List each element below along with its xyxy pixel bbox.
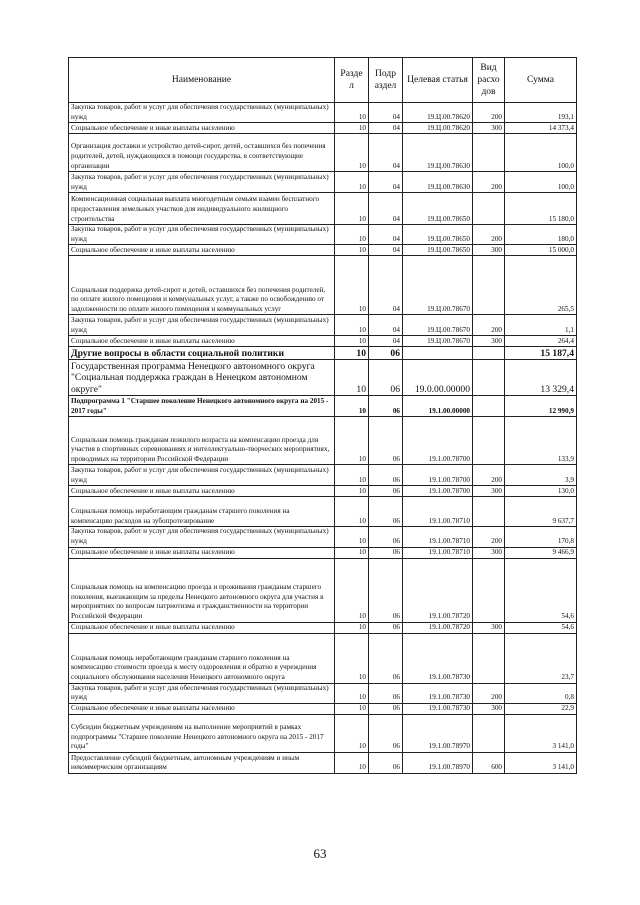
cell-target-article: 19.Ц.00.78650 [403, 245, 473, 256]
cell-expense-type: 200 [473, 172, 505, 193]
table-row [69, 714, 577, 752]
cell-target-article: 19.1.00.78700 [403, 465, 473, 486]
header-section: Разде л [335, 58, 369, 103]
cell-target-article: 19.Ц.00.78630 [403, 172, 473, 193]
cell-subsection: 06 [369, 752, 403, 773]
cell-subsection: 04 [369, 315, 403, 336]
cell-subsection: 06 [369, 633, 403, 683]
cell-target-article: 19.1.00.78970 [403, 752, 473, 773]
cell-amount: 9 466,9 [505, 547, 577, 558]
cell-section: 10 [335, 465, 369, 486]
header-expense-type: Вид расхо дов [473, 58, 505, 103]
cell-section: 10 [335, 225, 369, 245]
cell-name: Социальное обеспечение и иные выплаты населению [69, 336, 335, 347]
cell-section: 10 [335, 172, 369, 193]
cell-amount: 54,6 [505, 558, 577, 622]
cell-section: 10 [335, 714, 369, 752]
cell-expense-type: 200 [473, 683, 505, 703]
cell-amount: 100,0 [505, 134, 577, 172]
cell-subsection: 04 [369, 245, 403, 256]
cell-name: Социальная помощь неработающим гражданам старшего поколения на компенсацию расходов на зубопротезирование [69, 497, 335, 527]
cell-amount: 0,8 [505, 683, 577, 703]
cell-expense-type: 200 [473, 103, 505, 123]
cell-expense-type: 300 [473, 245, 505, 256]
cell-amount: 1,1 [505, 315, 577, 336]
cell-name: Закупка товаров, работ и услуг для обеспечения государственных (муниципальных) нужд [69, 527, 335, 547]
cell-expense-type [473, 396, 505, 417]
cell-name: Социальная помощь гражданам пожилого возраста на компенсацию проезда для участия в спортивных соревнованиях и интеллектуально-творческих мероприятиях, проводимых на территории Российской Федерации [69, 417, 335, 465]
cell-expense-type [473, 134, 505, 172]
cell-expense-type: 200 [473, 225, 505, 245]
cell-section: 10 [335, 315, 369, 336]
cell-section: 10 [335, 703, 369, 714]
cell-amount: 9 637,7 [505, 497, 577, 527]
cell-amount: 54,6 [505, 622, 577, 633]
cell-name: Социальное обеспечение и иные выплаты населению [69, 123, 335, 134]
table-row [69, 225, 577, 245]
table-row [69, 315, 577, 336]
cell-subsection: 06 [369, 347, 403, 360]
cell-name: Государственная программа Ненецкого автономного округа "Социальная поддержка граждан в Ненецком автономном округе" [69, 360, 335, 396]
cell-amount: 133,9 [505, 417, 577, 465]
cell-section: 10 [335, 752, 369, 773]
cell-expense-type: 300 [473, 123, 505, 134]
cell-subsection: 06 [369, 486, 403, 497]
cell-amount: 130,0 [505, 486, 577, 497]
cell-section: 10 [335, 360, 369, 396]
cell-name: Компенсационная социальная выплата многодетным семьям взамен бесплатного предоставления земельных участков для индивидуального жилищного строительства [69, 193, 335, 225]
cell-name: Закупка товаров, работ и услуг для обеспечения государственных (муниципальных) нужд [69, 225, 335, 245]
cell-section: 10 [335, 256, 369, 315]
cell-section: 10 [335, 633, 369, 683]
cell-name: Социальное обеспечение и иные выплаты населению [69, 245, 335, 256]
table-row [69, 703, 577, 714]
cell-expense-type: 300 [473, 486, 505, 497]
cell-subsection: 04 [369, 134, 403, 172]
cell-subsection: 06 [369, 527, 403, 547]
cell-name: Подпрограмма 1 "Старшее поколение Ненецкого автономного округа на 2015 - 2017 годы" [69, 396, 335, 417]
cell-section: 10 [335, 497, 369, 527]
cell-section: 10 [335, 417, 369, 465]
cell-section: 10 [335, 622, 369, 633]
cell-subsection: 04 [369, 336, 403, 347]
cell-subsection: 06 [369, 465, 403, 486]
cell-target-article: 19.Ц.00.78650 [403, 225, 473, 245]
table-row [69, 172, 577, 193]
cell-target-article: 19.1.00.78720 [403, 622, 473, 633]
table-row [69, 527, 577, 547]
table-row [69, 633, 577, 683]
cell-section: 10 [335, 347, 369, 360]
table-body [69, 103, 577, 774]
cell-target-article: 19.1.00.78970 [403, 714, 473, 752]
cell-expense-type [473, 633, 505, 683]
cell-expense-type [473, 417, 505, 465]
table-header-row [69, 58, 577, 103]
cell-name: Организация доставки и устройство детей-сирот, детей, оставшихся без попечения родителей, детей, нуждающихся в помощи государства, в соответствующие организации [69, 134, 335, 172]
cell-name: Субсидии бюджетным учреждениям на выполнение мероприятий в рамках подпрограммы "Старшее поколение Ненецкого автономного округа на 2015 - 2017 годы" [69, 714, 335, 752]
cell-target-article: 19.Ц.00.78630 [403, 134, 473, 172]
cell-expense-type: 200 [473, 527, 505, 547]
cell-amount: 3,9 [505, 465, 577, 486]
cell-subsection: 06 [369, 714, 403, 752]
cell-section: 10 [335, 486, 369, 497]
cell-amount: 13 329,4 [505, 360, 577, 396]
cell-name: Социальное обеспечение и иные выплаты населению [69, 622, 335, 633]
cell-target-article [403, 347, 473, 360]
header-subsection: Подр аздел [369, 58, 403, 103]
cell-target-article: 19.1.00.78710 [403, 497, 473, 527]
cell-name: Другие вопросы в области социальной политики [69, 347, 335, 360]
cell-amount: 265,5 [505, 256, 577, 315]
cell-subsection: 04 [369, 103, 403, 123]
cell-amount: 180,0 [505, 225, 577, 245]
cell-name: Социальное обеспечение и иные выплаты населению [69, 703, 335, 714]
cell-target-article: 19.Ц.00.78670 [403, 256, 473, 315]
cell-amount: 3 141,0 [505, 752, 577, 773]
cell-amount: 12 990,9 [505, 396, 577, 417]
cell-expense-type: 300 [473, 703, 505, 714]
cell-amount: 264,4 [505, 336, 577, 347]
cell-subsection: 06 [369, 703, 403, 714]
cell-subsection: 06 [369, 683, 403, 703]
table-row [69, 193, 577, 225]
table-row [69, 465, 577, 486]
cell-amount: 100,0 [505, 172, 577, 193]
cell-section: 10 [335, 527, 369, 547]
cell-subsection: 06 [369, 622, 403, 633]
cell-target-article: 19.Ц.00.78620 [403, 103, 473, 123]
cell-expense-type [473, 193, 505, 225]
cell-target-article: 19.1.00.78730 [403, 633, 473, 683]
cell-name: Социальная поддержка детей-сирот и детей, оставшихся без попечения родителей, по оплате жилого помещения и коммунальных услуг, а также по освобождению от задолженности по оплате жилого помещения и коммунальных услуг [69, 256, 335, 315]
cell-subsection: 06 [369, 558, 403, 622]
cell-expense-type [473, 347, 505, 360]
cell-target-article: 19.1.00.78710 [403, 527, 473, 547]
table-row [69, 558, 577, 622]
cell-target-article: 19.Ц.00.78670 [403, 336, 473, 347]
cell-subsection: 06 [369, 497, 403, 527]
cell-target-article: 19.Ц.00.78650 [403, 193, 473, 225]
table-row [69, 396, 577, 417]
cell-section: 10 [335, 683, 369, 703]
table-row [69, 256, 577, 315]
cell-amount: 22,9 [505, 703, 577, 714]
cell-expense-type [473, 360, 505, 396]
table-row [69, 103, 577, 123]
cell-section: 10 [335, 245, 369, 256]
cell-name: Социальная помощь неработающим гражданам старшего поколения на компенсацию стоимости проезда к месту оздоровления и обратно в учреждения социального обслуживания населения Ненецкого автономного округа [69, 633, 335, 683]
page-number: 63 [313, 846, 327, 861]
cell-section: 10 [335, 134, 369, 172]
cell-name: Социальное обеспечение и иные выплаты населению [69, 486, 335, 497]
cell-target-article: 19.0.00.00000 [403, 360, 473, 396]
cell-subsection: 04 [369, 193, 403, 225]
cell-section: 10 [335, 396, 369, 417]
cell-section: 10 [335, 103, 369, 123]
cell-name: Закупка товаров, работ и услуг для обеспечения государственных (муниципальных) нужд [69, 172, 335, 193]
cell-expense-type: 300 [473, 622, 505, 633]
table-row [69, 547, 577, 558]
cell-target-article: 19.1.00.78730 [403, 703, 473, 714]
header-name: Наименование [69, 58, 335, 103]
cell-amount: 15 000,0 [505, 245, 577, 256]
table-row [69, 336, 577, 347]
table-row [69, 245, 577, 256]
cell-amount: 170,8 [505, 527, 577, 547]
cell-name: Закупка товаров, работ и услуг для обеспечения государственных (муниципальных) нужд [69, 683, 335, 703]
cell-amount: 3 141,0 [505, 714, 577, 752]
table-row [69, 497, 577, 527]
cell-expense-type: 300 [473, 547, 505, 558]
cell-subsection: 04 [369, 225, 403, 245]
cell-name: Закупка товаров, работ и услуг для обеспечения государственных (муниципальных) нужд [69, 103, 335, 123]
cell-target-article: 19.1.00.78710 [403, 547, 473, 558]
cell-expense-type [473, 714, 505, 752]
table-row [69, 360, 577, 396]
table-row [69, 134, 577, 172]
cell-expense-type [473, 558, 505, 622]
cell-target-article: 19.Ц.00.78670 [403, 315, 473, 336]
cell-name: Социальное обеспечение и иные выплаты населению [69, 547, 335, 558]
cell-expense-type [473, 497, 505, 527]
table-row [69, 347, 577, 360]
table-row [69, 622, 577, 633]
cell-amount: 23,7 [505, 633, 577, 683]
cell-subsection: 04 [369, 256, 403, 315]
cell-section: 10 [335, 558, 369, 622]
cell-section: 10 [335, 193, 369, 225]
table-row [69, 417, 577, 465]
cell-subsection: 04 [369, 123, 403, 134]
cell-section: 10 [335, 547, 369, 558]
cell-target-article: 19.1.00.78720 [403, 558, 473, 622]
cell-target-article: 19.1.00.00000 [403, 396, 473, 417]
header-target-article: Целевая статья [403, 58, 473, 103]
cell-subsection: 06 [369, 360, 403, 396]
cell-name: Социальная помощь на компенсацию проезда и проживания гражданам старшего поколения, выезжающим за пределы Ненецкого автономного округа для участия в мероприятиях по вопросам патриотизма и гражданственности на территории Российской Федерации [69, 558, 335, 622]
table-row [69, 486, 577, 497]
cell-subsection: 06 [369, 417, 403, 465]
cell-subsection: 06 [369, 547, 403, 558]
cell-target-article: 19.1.00.78730 [403, 683, 473, 703]
table-row [69, 752, 577, 773]
cell-expense-type: 200 [473, 465, 505, 486]
table-row [69, 123, 577, 134]
cell-amount: 15 187,4 [505, 347, 577, 360]
cell-amount: 15 180,0 [505, 193, 577, 225]
cell-expense-type: 200 [473, 315, 505, 336]
cell-name: Закупка товаров, работ и услуг для обеспечения государственных (муниципальных) нужд [69, 315, 335, 336]
cell-target-article: 19.1.00.78700 [403, 486, 473, 497]
cell-amount: 193,1 [505, 103, 577, 123]
header-amount: Сумма [505, 58, 577, 103]
table-row [69, 683, 577, 703]
cell-name: Закупка товаров, работ и услуг для обеспечения государственных (муниципальных) нужд [69, 465, 335, 486]
cell-target-article: 19.1.00.78700 [403, 417, 473, 465]
cell-subsection: 06 [369, 396, 403, 417]
cell-name: Предоставление субсидий бюджетным, автономным учреждениям и иным некоммерческим организациям [69, 752, 335, 773]
cell-section: 10 [335, 336, 369, 347]
cell-section: 10 [335, 123, 369, 134]
cell-amount: 14 373,4 [505, 123, 577, 134]
cell-expense-type: 600 [473, 752, 505, 773]
budget-table [68, 57, 577, 774]
cell-target-article: 19.Ц.00.78620 [403, 123, 473, 134]
cell-subsection: 04 [369, 172, 403, 193]
cell-expense-type: 300 [473, 336, 505, 347]
cell-expense-type [473, 256, 505, 315]
